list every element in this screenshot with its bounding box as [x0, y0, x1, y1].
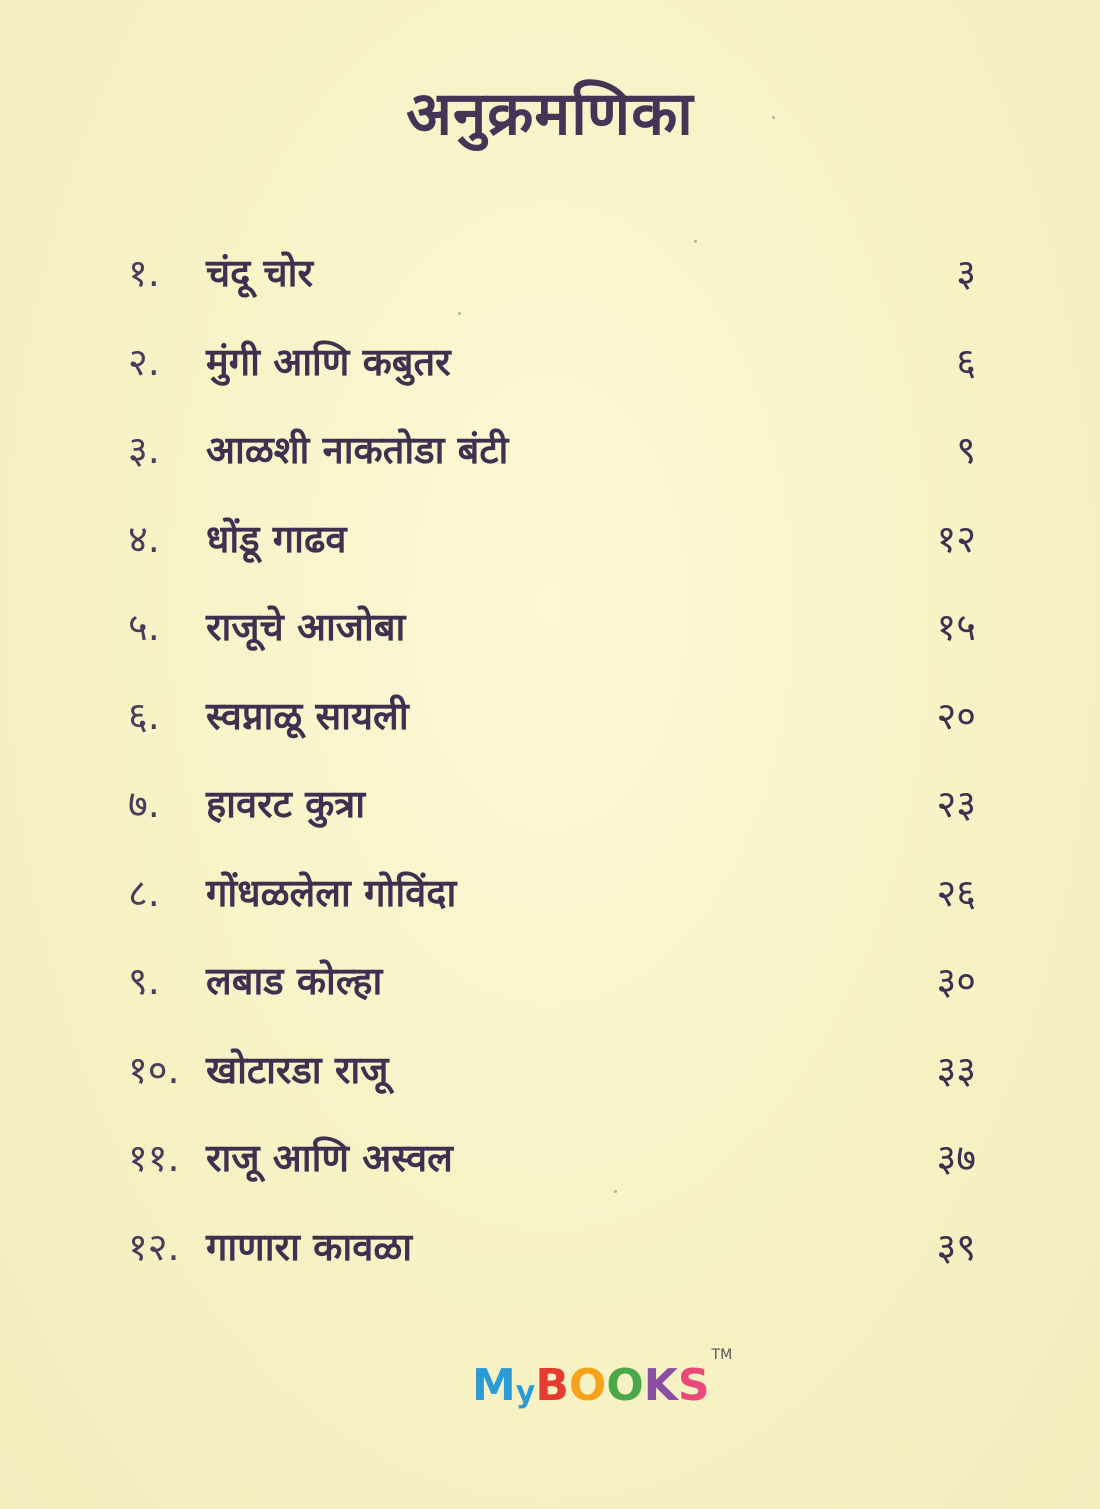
logo-letter: M: [472, 1360, 516, 1411]
toc-title: राजूचे आजोबा: [206, 605, 406, 650]
logo-letter: O: [606, 1360, 644, 1411]
toc-page-number: ३: [956, 251, 976, 296]
toc-page-number: २०: [936, 693, 976, 738]
toc-title: गाणारा कावळा: [206, 1224, 413, 1269]
toc-title: चंदू चोर: [206, 251, 314, 296]
toc-row: [128, 848, 988, 937]
toc-number: ४.: [128, 516, 160, 561]
logo-letter: O: [568, 1360, 607, 1411]
toc-page-number: ३७: [936, 1136, 976, 1181]
paper-speck: [694, 240, 697, 243]
toc-title: लबाड कोल्हा: [206, 959, 383, 1004]
toc-title: स्वप्नाळू सायली: [206, 693, 409, 738]
toc-number: २.: [128, 339, 160, 384]
toc-row: [128, 405, 988, 494]
toc-title: मुंगी आणि कबुतर: [206, 339, 451, 384]
trademark-mark: TM: [711, 1347, 733, 1363]
mybooks-logo: [472, 1347, 733, 1411]
toc-page-number: ६: [956, 339, 976, 384]
toc-row: [128, 494, 988, 583]
toc-row: [128, 1113, 988, 1202]
toc-page-number: ३९: [936, 1224, 976, 1269]
toc-row: [128, 228, 988, 317]
toc-page-number: २३: [936, 782, 976, 827]
toc-row: [128, 759, 988, 848]
toc-row: [128, 582, 988, 671]
toc-page-number: ९: [956, 428, 976, 473]
toc-page-number: ३०: [936, 959, 976, 1004]
table-of-contents: [128, 228, 988, 1290]
toc-number: ६.: [128, 693, 160, 738]
toc-number: ८.: [128, 870, 160, 915]
paper-speck: [458, 312, 461, 315]
logo-letter: K: [643, 1360, 678, 1411]
paper-speck: [772, 116, 775, 119]
logo-letter: B: [535, 1360, 569, 1411]
toc-page-number: ३३: [936, 1047, 976, 1092]
toc-row: [128, 1202, 988, 1291]
toc-number: १.: [128, 251, 160, 296]
toc-title: धोंडू गाढव: [206, 516, 347, 561]
logo-letter: S: [677, 1360, 710, 1411]
toc-title: खोटारडा राजू: [206, 1047, 389, 1092]
toc-number: ७.: [128, 782, 160, 827]
toc-row: [128, 936, 988, 1025]
toc-page-number: १२: [936, 516, 976, 561]
toc-number: १०.: [128, 1047, 180, 1092]
toc-title: गोंधळलेला गोविंदा: [206, 870, 457, 915]
page-title: अनुक्रमणिका: [406, 79, 694, 149]
paper-speck: [614, 1190, 617, 1193]
toc-title: हावरट कुत्रा: [206, 782, 366, 827]
toc-number: ९.: [128, 959, 160, 1004]
toc-row: [128, 317, 988, 406]
toc-title: आळशी नाकतोडा बंटी: [206, 428, 509, 473]
toc-number: १२.: [128, 1224, 180, 1269]
toc-page-number: २६: [936, 870, 976, 915]
toc-number: ५.: [128, 605, 160, 650]
toc-row: [128, 671, 988, 760]
toc-page-number: १५: [936, 605, 976, 650]
logo-letter: y: [515, 1375, 536, 1410]
toc-title: राजू आणि अस्वल: [206, 1136, 453, 1181]
toc-row: [128, 1025, 988, 1114]
toc-number: ३.: [128, 428, 160, 473]
toc-number: ११.: [128, 1136, 180, 1181]
